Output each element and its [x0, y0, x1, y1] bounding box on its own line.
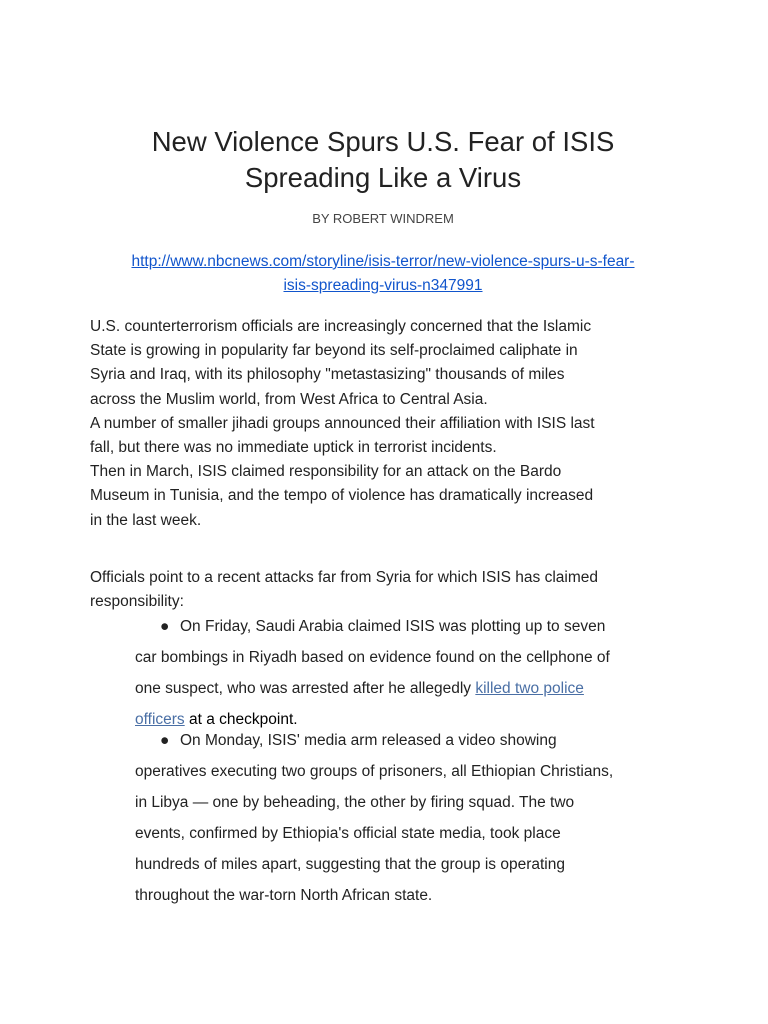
intro-line: A number of smaller jihadi groups announced their affiliation with ISIS last [90, 414, 595, 432]
bullet-dot-icon: ● [160, 732, 170, 749]
bullet-text: at a checkpoint. [184, 711, 298, 728]
bullet-text: On Friday, Saudi Arabia claimed ISIS was plotting up to seven [180, 618, 606, 635]
officials-line: responsibility: [90, 593, 184, 611]
bullet-line [90, 611, 690, 642]
bullet-text: On Monday, ISIS' media arm released a video showing [180, 732, 557, 749]
bullet-dot-icon: ● [160, 618, 170, 635]
intro-line: Then in March, ISIS claimed responsibility for an attack on the Bardo [90, 463, 562, 481]
bullet-line: hundreds of miles apart, suggesting that the group is operating [135, 856, 565, 873]
source-url-line-2[interactable]: isis-spreading-virus-n347991 [283, 277, 483, 294]
bullet-line: events, confirmed by Ethiopia's official state media, took place [135, 825, 561, 842]
bullet-line [90, 673, 690, 704]
bullet-line: operatives executing two groups of prisoners, all Ethiopian Christians, [135, 763, 614, 780]
bullet-line: throughout the war-torn North African state. [135, 887, 433, 904]
intro-line: fall, but there was no immediate uptick in terrorist incidents. [90, 439, 497, 457]
bullet-line: car bombings in Riyadh based on evidence found on the cellphone of [135, 649, 610, 666]
officials-paragraph [90, 566, 710, 614]
article-title [90, 124, 676, 196]
bullet-text: one suspect, who was arrested after he allegedly [135, 680, 476, 697]
bullet-line [90, 725, 690, 756]
bullet-list-item-monday [90, 725, 690, 911]
killed-police-link[interactable]: killed two police [475, 680, 584, 697]
title-line-1: New Violence Spurs U.S. Fear of ISIS [151, 126, 615, 157]
bullet-line: in Libya — one by beheading, the other by firing squad. The two [135, 794, 575, 811]
intro-line: Museum in Tunisia, and the tempo of violence has dramatically increased [90, 487, 594, 505]
byline: BY ROBERT WINDREM [312, 211, 454, 226]
officials-line: Officials point to a recent attacks far from Syria for which ISIS has claimed [90, 569, 598, 586]
source-url-line-1[interactable]: http://www.nbcnews.com/storyline/isis-terror/new-violence-spurs-u-s-fear- [131, 253, 635, 270]
intro-line: across the Muslim world, from West Africa to Central Asia. [90, 390, 488, 408]
title-line-2: Spreading Like a Virus [244, 162, 522, 193]
intro-paragraph [90, 315, 710, 533]
intro-line: U.S. counterterrorism officials are increasingly concerned that the Islamic [90, 318, 592, 335]
officers-link[interactable]: officers [135, 711, 185, 728]
intro-line: Syria and Iraq, with its philosophy "metastasizing" thousands of miles [90, 366, 565, 384]
source-url-link[interactable] [90, 250, 676, 298]
intro-line: in the last week. [90, 511, 202, 529]
bullet-list-item-friday [90, 611, 690, 735]
intro-line: State is growing in popularity far beyond its self-proclaimed caliphate in [90, 342, 578, 360]
